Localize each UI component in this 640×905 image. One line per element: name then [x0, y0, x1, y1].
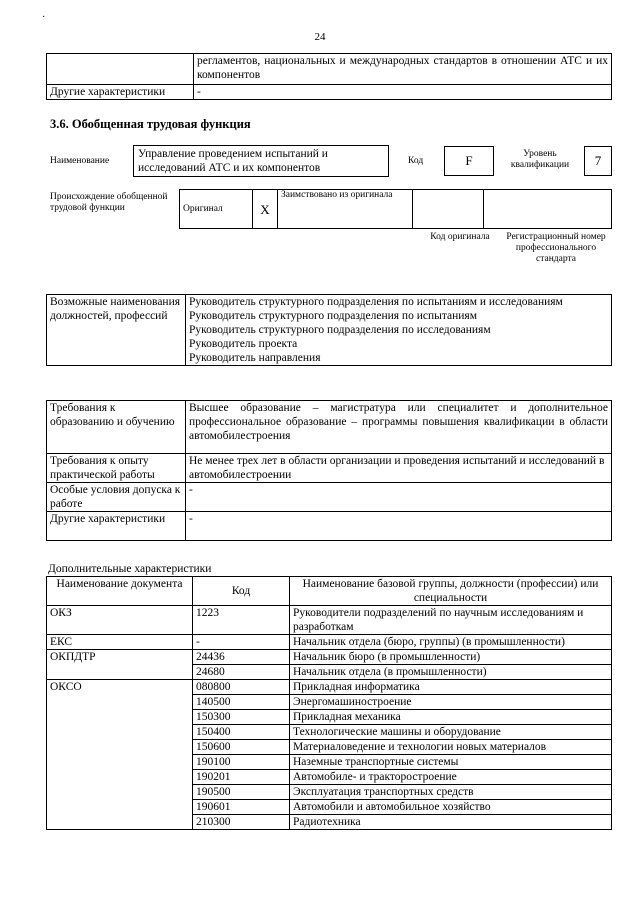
name-label: Наименование	[50, 156, 110, 166]
positions-label: Возможные наименования должностей, профессий	[47, 295, 186, 366]
top-table	[46, 53, 612, 100]
col-header-name: Наименование базовой группы, должности (профессии) или специальности	[290, 577, 612, 606]
code-value-box: F	[444, 146, 494, 176]
function-name-box: Управление проведением испытаний и исследований АТС и их компонентов	[133, 145, 389, 177]
table-row	[47, 635, 612, 650]
table-row	[47, 665, 612, 680]
table-row	[47, 680, 612, 695]
top-continuation-text: регламентов, национальных и международных стандартов в отношении АТС и их компонентов	[194, 54, 612, 85]
table-row	[47, 650, 612, 665]
cell-name: Начальник бюро (в промышленности)	[290, 650, 612, 665]
code-original-caption: Код оригинала	[430, 232, 490, 242]
cell-name: Наземные транспортные системы	[290, 755, 612, 770]
requirements-table	[46, 400, 612, 541]
cell-name: Начальник отдела (бюро, группы) (в промышленности)	[290, 635, 612, 650]
cell-code: 190100	[193, 755, 290, 770]
level-value-box: 7	[584, 146, 612, 176]
cell-name: Радиотехника	[290, 815, 612, 830]
cell-code: -	[193, 635, 290, 650]
additional-title: Дополнительные характеристики	[48, 563, 212, 575]
top-other-value: -	[194, 85, 612, 100]
cell-document: ОКПДТР	[47, 650, 193, 665]
cell-code: 190500	[193, 785, 290, 800]
cell-name: Технологические машины и оборудование	[290, 725, 612, 740]
original-mark: X	[253, 190, 278, 229]
cell-name: Начальник отдела (в промышленности)	[290, 665, 612, 680]
section-title: 3.6. Обобщенная трудовая функция	[50, 117, 251, 131]
cell-name: Материаловедение и технологии новых материалов	[290, 740, 612, 755]
table-row	[47, 606, 612, 635]
cell-code: 150300	[193, 710, 290, 725]
cell-code: 080800	[193, 680, 290, 695]
req-label: Требования к образованию и обучению	[47, 401, 186, 454]
level-label: Уровень квалификации	[510, 149, 570, 170]
cell-document	[47, 665, 193, 680]
cell-code: 24436	[193, 650, 290, 665]
req-value: Не менее трех лет в области организации и проведения испытаний и исследований в автомобилестроении	[186, 454, 612, 483]
position-item: Руководитель направления	[189, 352, 321, 364]
req-value: -	[186, 512, 612, 541]
col-header-document: Наименование документа	[47, 577, 193, 606]
req-label: Другие характеристики	[47, 512, 186, 541]
cell-code: 190201	[193, 770, 290, 785]
original-label: Оригинал	[180, 190, 253, 229]
req-value: Высшее образование – магистратура или специалитет и дополнительное профессиональное образование – программы повышения квалификации в области автомобилестроения	[186, 401, 612, 454]
cell-document: ОКЗ	[47, 606, 193, 635]
origin-table	[179, 189, 612, 229]
req-label: Требования к опыту практической работы	[47, 454, 186, 483]
borrowed-label: Заимствовано из оригинала	[278, 190, 413, 229]
cell-name: Автомобиле- и тракторостроение	[290, 770, 612, 785]
position-item: Руководитель структурного подразделения по испытаниям	[189, 310, 477, 322]
cell-name: Прикладная информатика	[290, 680, 612, 695]
cell-code: 140500	[193, 695, 290, 710]
position-item: Руководитель проекта	[189, 338, 298, 350]
cell-name: Эксплуатация транспортных средств	[290, 785, 612, 800]
cell-document: ЕКС	[47, 635, 193, 650]
position-item: Руководитель структурного подразделения по исследованиям	[189, 324, 491, 336]
positions-table	[46, 294, 612, 366]
position-item: Руководитель структурного подразделения по испытаниям и исследованиям	[189, 296, 563, 308]
cell-name: Руководители подразделений по научным исследованиям и разработкам	[290, 606, 612, 635]
reg-number-caption: Регистрационный номер профессионального стандарта	[506, 232, 606, 264]
cell-code: 210300	[193, 815, 290, 830]
code-label: Код	[408, 156, 424, 166]
cell-name: Автомобили и автомобильное хозяйство	[290, 800, 612, 815]
req-value: -	[186, 483, 612, 512]
additional-table	[46, 576, 612, 830]
origin-label: Происхождение обобщенной трудовой функции	[50, 192, 168, 213]
cell-document: ОКСО	[47, 680, 193, 830]
col-header-code: Код	[193, 577, 290, 606]
cell-name: Энергомашиностроение	[290, 695, 612, 710]
cell-code: 1223	[193, 606, 290, 635]
cell-name: Прикладная механика	[290, 710, 612, 725]
cell-code: 190601	[193, 800, 290, 815]
cell-code: 150600	[193, 740, 290, 755]
top-other-label: Другие характеристики	[47, 85, 194, 100]
corner-mark: ·	[42, 12, 46, 23]
cell-code: 150400	[193, 725, 290, 740]
req-label: Особые условия допуска к работе	[47, 483, 186, 512]
cell-code: 24680	[193, 665, 290, 680]
page-number: 24	[314, 31, 326, 43]
